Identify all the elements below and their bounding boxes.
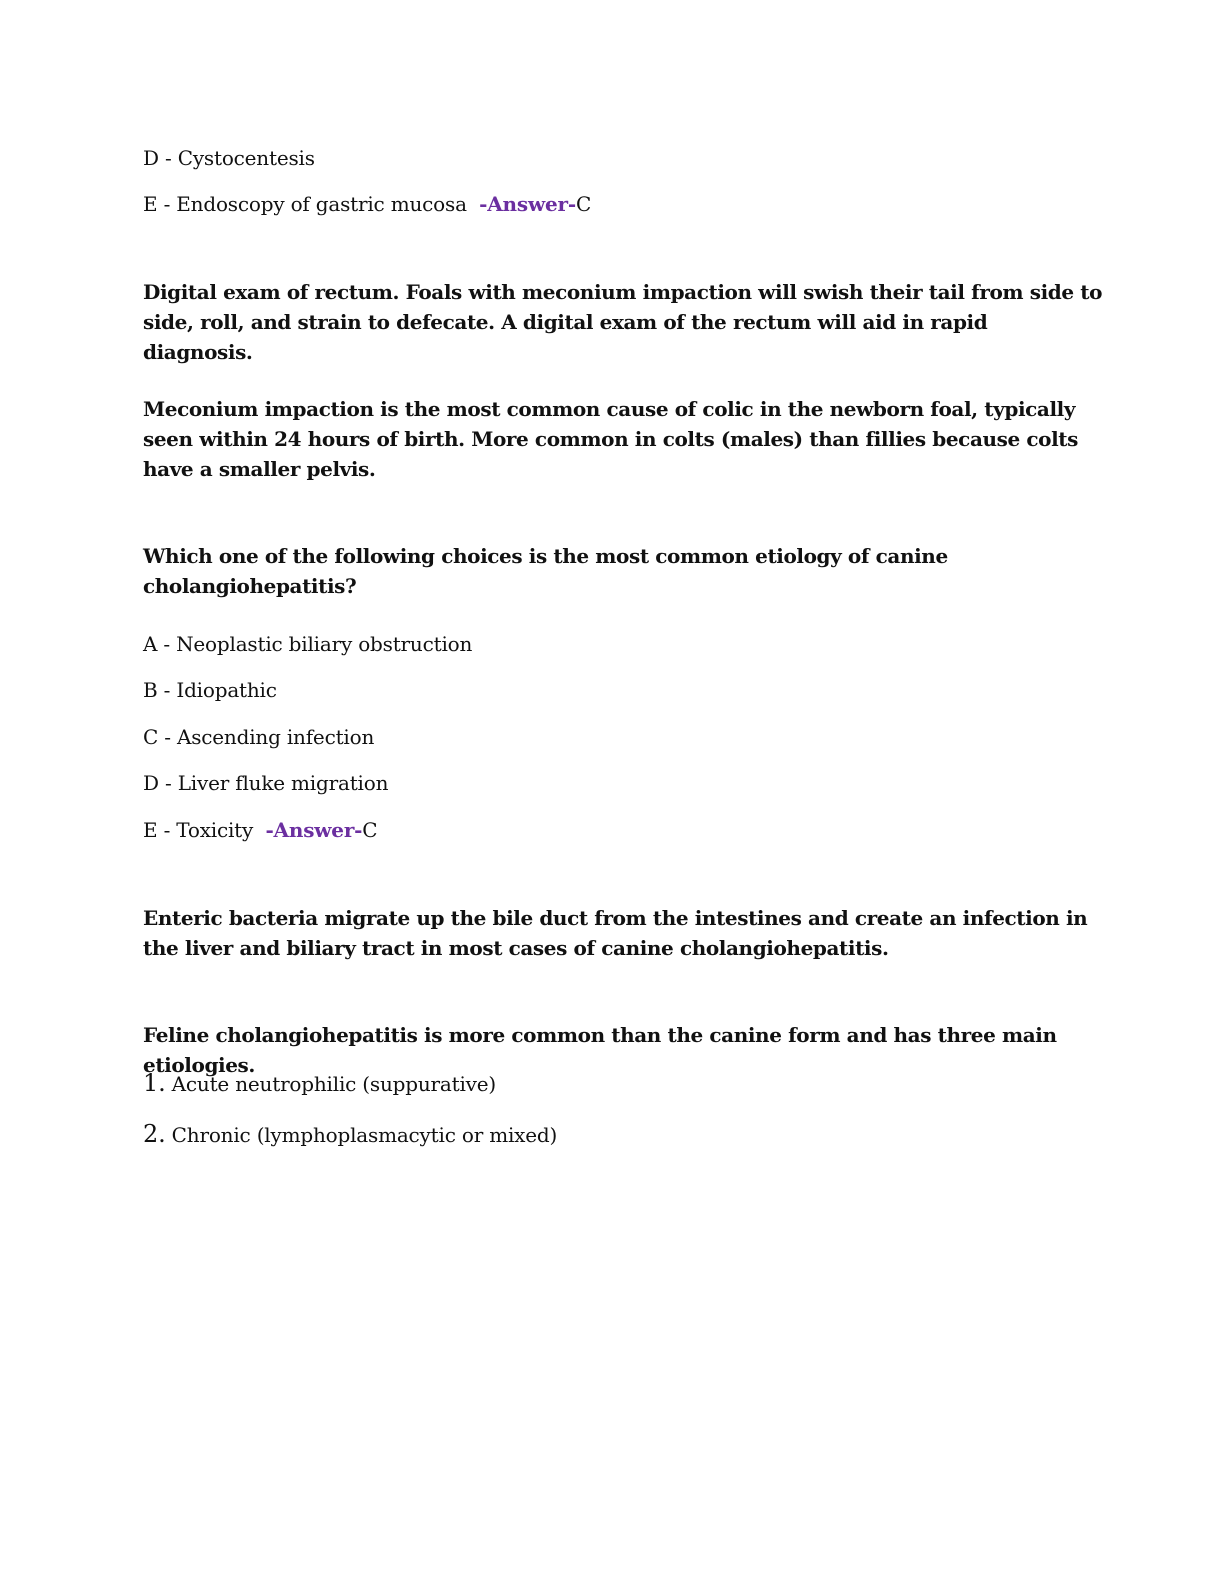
option-letter: E	[143, 818, 158, 842]
numbered-list-item	[143, 1119, 557, 1150]
answer-value: C	[362, 818, 378, 842]
option-a: A - Neoplastic biliary obstruction	[143, 632, 473, 656]
option-text: Neoplastic biliary obstruction	[176, 632, 473, 656]
option-letter: D	[143, 771, 159, 795]
explanation-paragraph: Feline cholangiohepatitis is more common than the canine form and has three main etiologies.	[143, 1023, 1057, 1077]
explanation-paragraph: Enteric bacteria migrate up the bile duct from the intestines and create an infection in the liver and biliary tract in most cases of canine cholangiohepatitis.	[143, 906, 1088, 960]
question-text: Which one of the following choices is the most common etiology of canine cholangiohepatitis?	[143, 544, 948, 598]
option-letter: B	[143, 678, 158, 702]
option-text: Toxicity	[176, 818, 254, 842]
list-number: 2.	[143, 1120, 166, 1148]
option-letter: D	[143, 146, 159, 170]
option-text: Endoscopy of gastric mucosa	[176, 192, 467, 216]
option-letter: E	[143, 192, 158, 216]
option-letter: C	[143, 725, 159, 749]
answer-label: -Answer-	[479, 192, 576, 216]
option-d: D - Cystocentesis	[143, 146, 315, 170]
option-b: B - Idiopathic	[143, 678, 277, 702]
option-text: Idiopathic	[176, 678, 277, 702]
list-text: Acute neutrophilic (suppurative)	[171, 1072, 496, 1096]
option-text: Cystocentesis	[177, 146, 315, 170]
option-text: Liver fluke migration	[177, 771, 389, 795]
numbered-list-item	[143, 1068, 496, 1099]
answer-value: C	[575, 192, 592, 216]
explanation-paragraph: Digital exam of rectum. Foals with meconium impaction will swish their tail from side to side, roll, and strain to defecate. A digital exam of the rectum will aid in rapid diagnosis.	[143, 280, 1103, 364]
answer-label: -Answer-	[265, 818, 363, 842]
option-d: D - Liver fluke migration	[143, 771, 389, 795]
explanation-paragraph: Meconium impaction is the most common cause of colic in the newborn foal, typically seen within 24 hours of birth. More common in colts (males) than fillies because colts have a smaller pelvis.	[143, 397, 1079, 481]
option-letter: A	[143, 632, 158, 656]
option-c: C - Ascending infection	[143, 725, 375, 749]
option-e: E - Endoscopy of gastric mucosa -Answer-C	[143, 192, 592, 216]
option-text: Ascending infection	[176, 725, 375, 749]
list-text: Chronic (lymphoplasmacytic or mixed)	[171, 1123, 558, 1147]
list-number: 1.	[143, 1069, 166, 1097]
option-e: E - Toxicity -Answer-C	[143, 818, 378, 842]
